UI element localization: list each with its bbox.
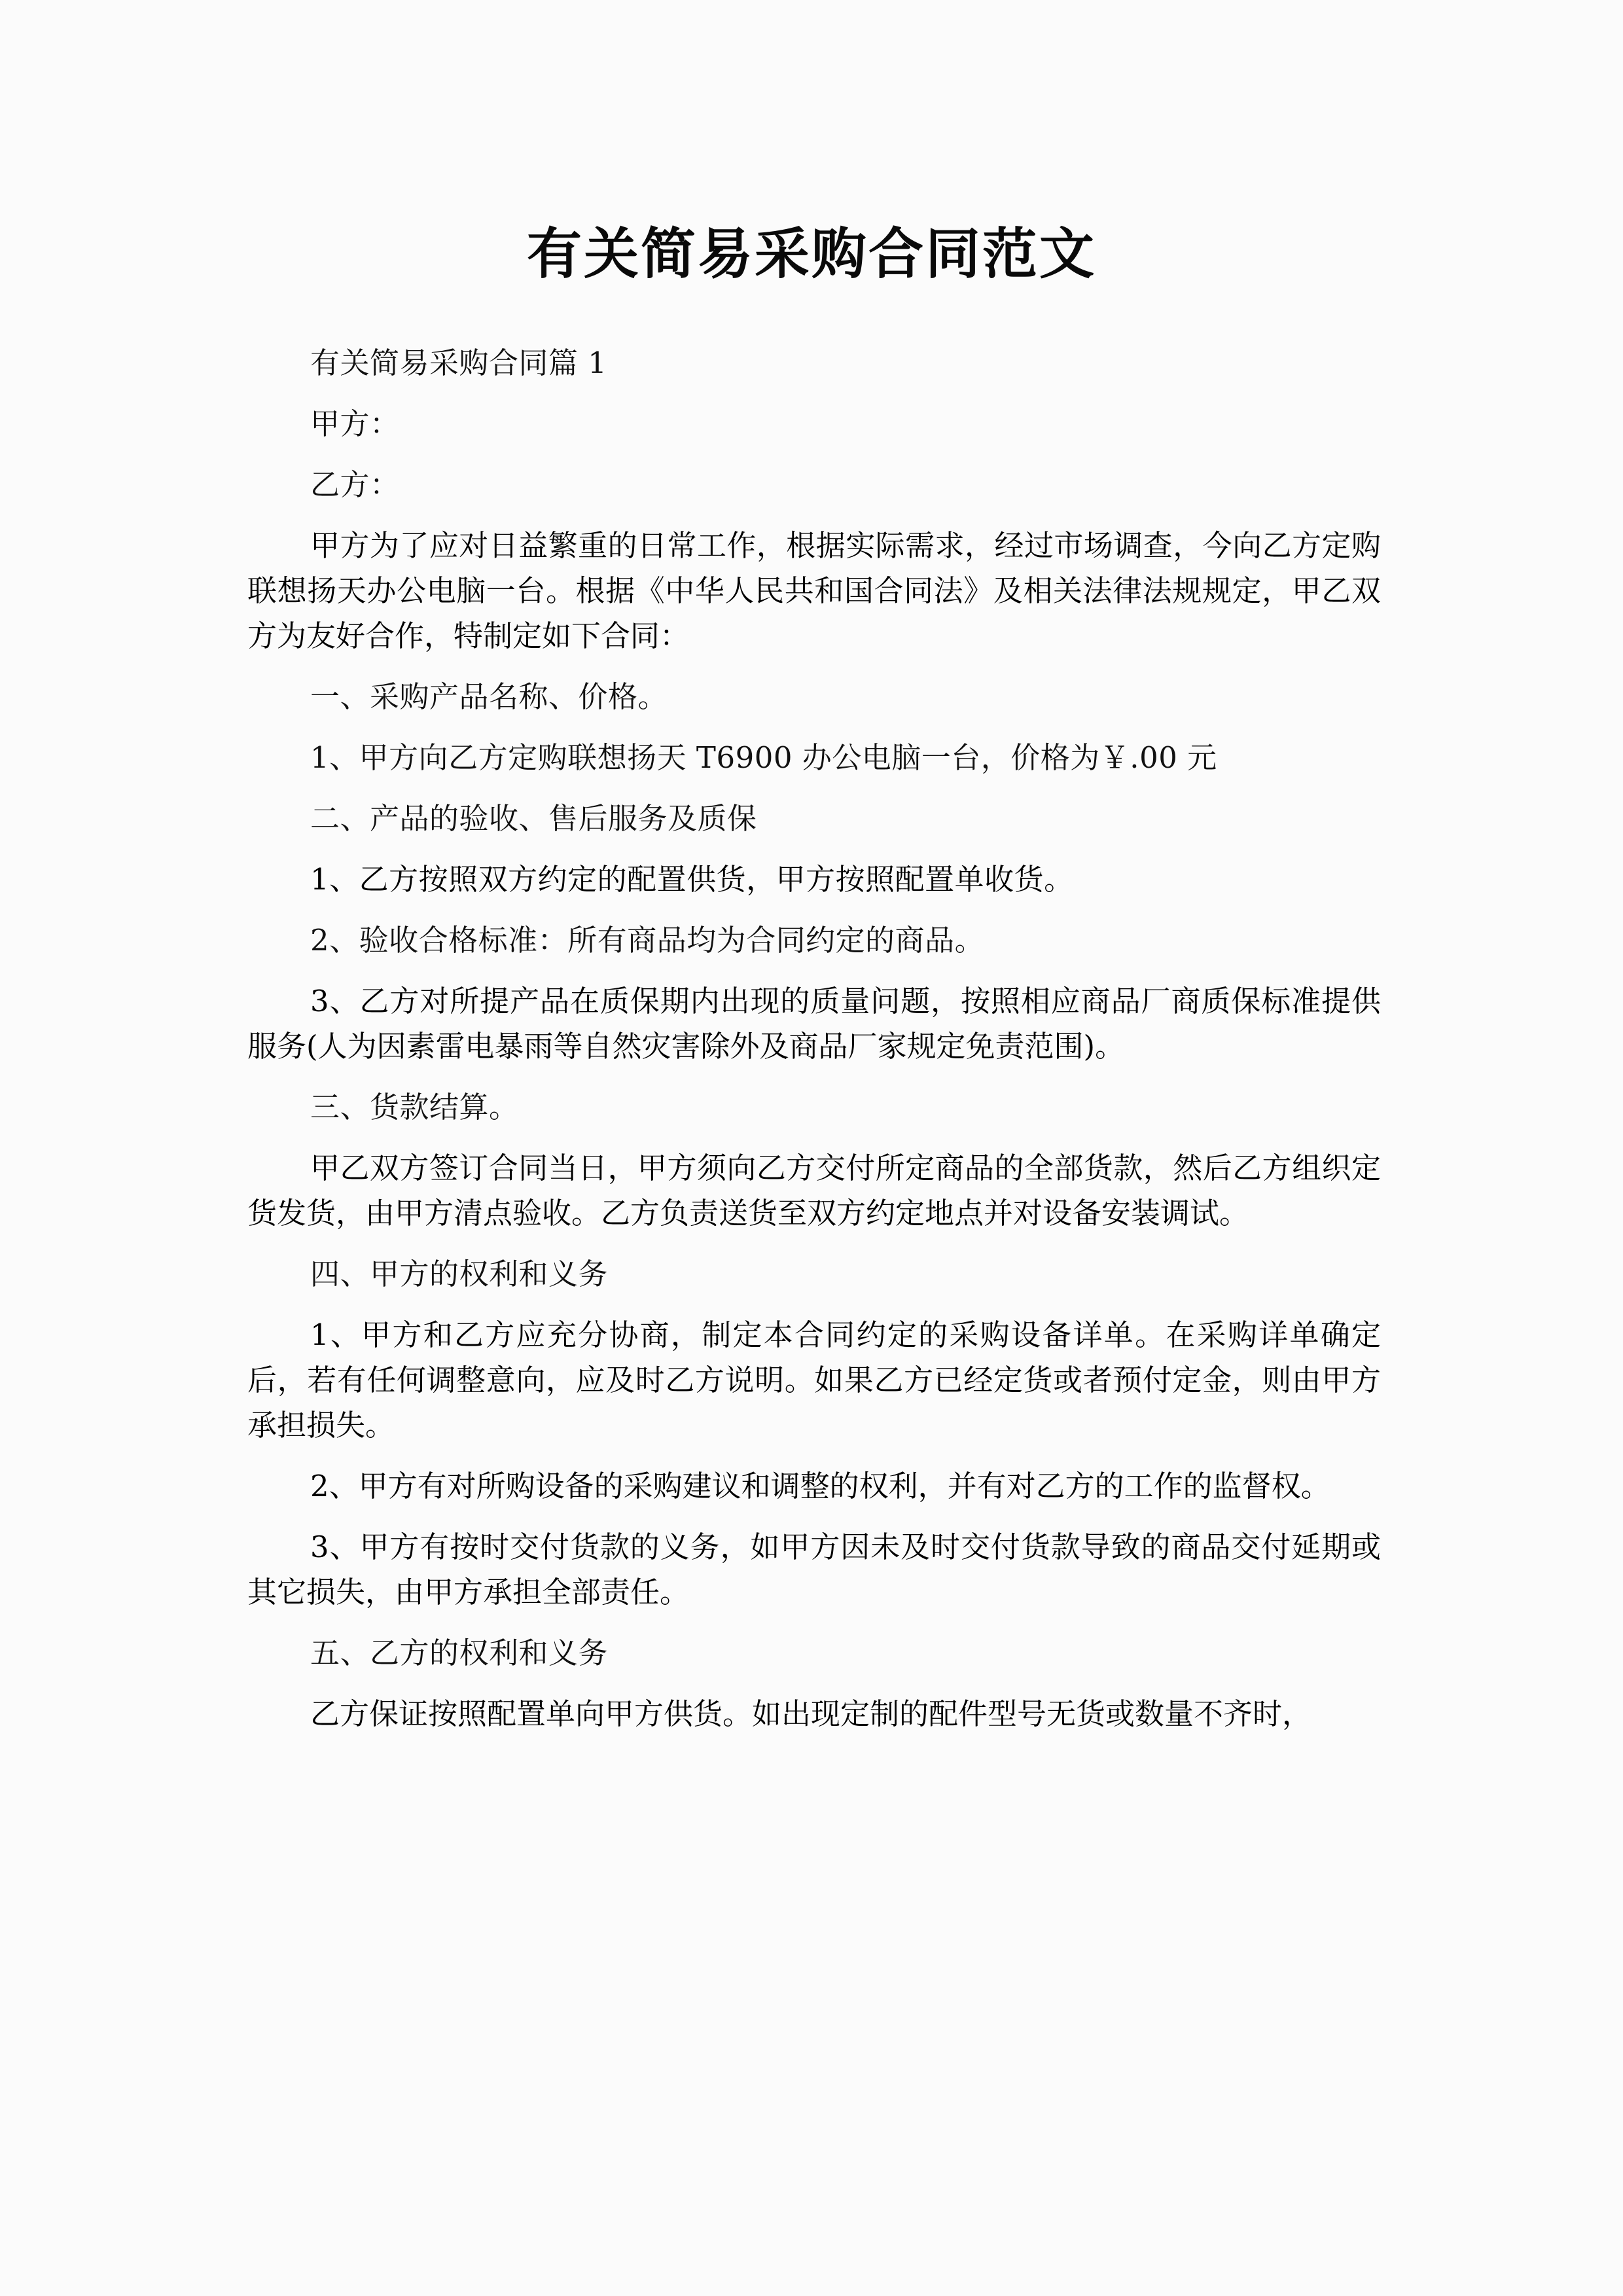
paragraph-section-three-heading: 三、货款结算。 xyxy=(310,1090,519,1124)
paragraph-section-two-item-1: 1、乙方按照双方约定的配置供货，甲方按照配置单收货。 xyxy=(310,862,1074,897)
paragraph-party-b-label: 乙方： xyxy=(310,467,400,502)
paragraph-section-four-item-3: 3、甲方有按时交付货款的义务，如甲方因未及时交付货款导致的商品交付延期或其它损失，由甲方承担全部责任。 xyxy=(247,1530,1381,1609)
paragraph-section-five-body: 乙方保证按照配置单向甲方供货。如出现定制的配件型号无货或数量不齐时， xyxy=(310,1696,1312,1731)
page-title: 有关简易采购合同范文 xyxy=(526,221,1096,287)
paragraph-preamble: 甲方为了应对日益繁重的日常工作，根据实际需求，经过市场调查，今向乙方定购联想扬天办公电脑一台。根据《中华人民共和国合同法》及相关法律法规规定，甲乙双方为友好合作，特制定如下合同： xyxy=(247,528,1381,653)
paragraph-heading-article: 有关简易采购合同篇 1 xyxy=(310,346,607,380)
paragraph-section-four-item-1: 1、甲方和乙方应充分协商，制定本合同约定的采购设备详单。在采购详单确定后，若有任何调整意向，应及时乙方说明。如果乙方已经定货或者预付定金，则由甲方承担损失。 xyxy=(247,1318,1381,1443)
document-body xyxy=(247,340,1381,1752)
paragraph-section-five-heading: 五、乙方的权利和义务 xyxy=(310,1636,609,1670)
paragraph-section-two-heading: 二、产品的验收、售后服务及质保 xyxy=(310,801,757,836)
paragraph-section-two-item-3: 3、乙方对所提产品在质保期内出现的质量问题，按照相应商品厂商质保标准提供服务(人为因素雷电暴雨等自然灾害除外及商品厂家规定免责范围)。 xyxy=(247,984,1381,1064)
paragraph-section-one-item-1: 1、甲方向乙方定购联想扬天 T6900 办公电脑一台，价格为￥.00 元 xyxy=(310,740,1217,775)
paragraph-section-four-item-2: 2、甲方有对所购设备的采购建议和调整的权利，并有对乙方的工作的监督权。 xyxy=(310,1469,1330,1503)
paragraph-section-one-heading: 一、采购产品名称、价格。 xyxy=(310,679,668,714)
paragraph-section-three-body: 甲乙双方签订合同当日，甲方须向乙方交付所定商品的全部货款，然后乙方组织定货发货，由甲方清点验收。乙方负责送货至双方约定地点并对设备安装调试。 xyxy=(247,1151,1381,1230)
paragraph-section-two-item-2: 2、验收合格标准：所有商品均为合同约定的商品。 xyxy=(310,923,985,958)
paragraph-section-four-heading: 四、甲方的权利和义务 xyxy=(310,1257,609,1291)
paragraph-party-a-label: 甲方： xyxy=(310,406,400,441)
